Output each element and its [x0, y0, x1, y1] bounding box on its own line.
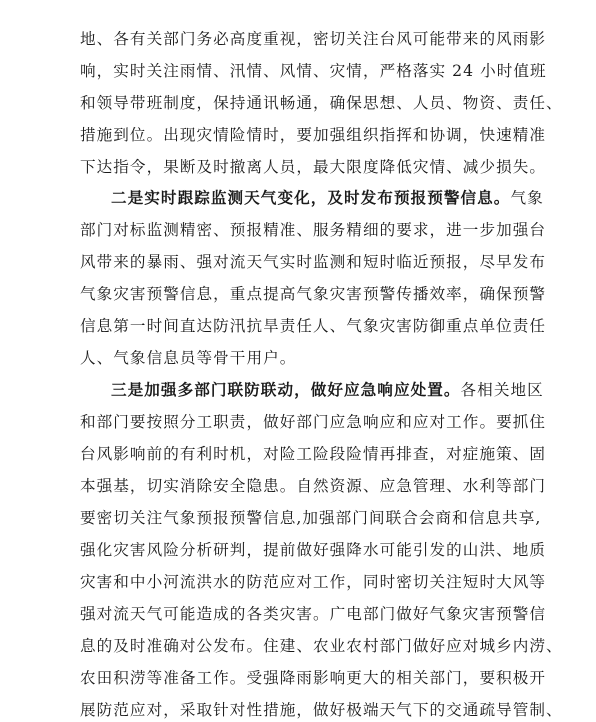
- text-line: 部门对标监测精密、预报精准、服务精细的要求，进一步加强台: [80, 221, 547, 239]
- text-line: 措施到位。出现灾情险情时，要加强组织指挥和协调，快速精准: [80, 126, 547, 144]
- text-line: 下达指令，果断及时撤离人员，最大限度降低灾情、减少损失。: [80, 158, 547, 176]
- text-line: 气象灾害预警信息，重点提高气象灾害预警传播效率，确保预警: [80, 285, 547, 303]
- text-line: 台风影响前的有利时机，对险工险段险情再排查，对症施策、固: [80, 445, 547, 463]
- paragraph-text: 各相关地区: [460, 381, 544, 399]
- text-line: 人、气象信息员等骨干用户。: [80, 349, 297, 367]
- paragraph-text: 气象: [510, 189, 544, 207]
- text-line: 强化灾害风险分析研判，提前做好强降水可能引发的山洪、地质: [80, 541, 547, 559]
- paragraph-first-line: [111, 186, 544, 210]
- text-line: 农田积涝等准备工作。受强降雨影响更大的相关部门，要积极开: [80, 669, 547, 687]
- paragraph-heading: 二是实时跟踪监测天气变化，及时发布预报预警信息。: [111, 188, 511, 207]
- text-line: 灾害和中小河流洪水的防范应对工作，同时密切关注短时大风等: [80, 573, 547, 591]
- text-line: 息的及时准确对公发布。住建、农业农村部门做好应对城乡内涝、: [80, 637, 563, 655]
- text-line: 本强基，切实消除安全隐患。自然资源、应急管理、水利等部门: [80, 477, 547, 495]
- text-line: 信息第一时间直达防汛抗旱责任人、气象灾害防御重点单位责任: [80, 317, 547, 335]
- text-line: 展防范应对，采取针对性措施，做好极端天气下的交通疏导管制、: [80, 701, 563, 719]
- text-line: 地、各有关部门务必高度重视，密切关注台风可能带来的风雨影: [80, 30, 547, 48]
- text-line: 要密切关注气象预报预警信息,加强部门间联合会商和信息共享,: [80, 509, 542, 527]
- text-line: 和部门要按照分工职责，做好部门应急响应和应对工作。要抓住: [80, 413, 547, 431]
- text-line: 响，实时关注雨情、汛情、风情、灾情，严格落实 24 小时值班: [80, 62, 547, 80]
- paragraph-heading: 三是加强多部门联防联动，做好应急响应处置。: [111, 380, 461, 399]
- paragraph-first-line: [111, 378, 544, 402]
- text-line: 和领导带班制度，保持通讯畅通，确保思想、人员、物资、责任、: [80, 94, 563, 112]
- text-line: 强对流天气可能造成的各类灾害。广电部门做好气象灾害预警信: [80, 605, 547, 623]
- text-line: 风带来的暴雨、强对流天气实时监测和短时临近预报，尽早发布: [80, 253, 547, 271]
